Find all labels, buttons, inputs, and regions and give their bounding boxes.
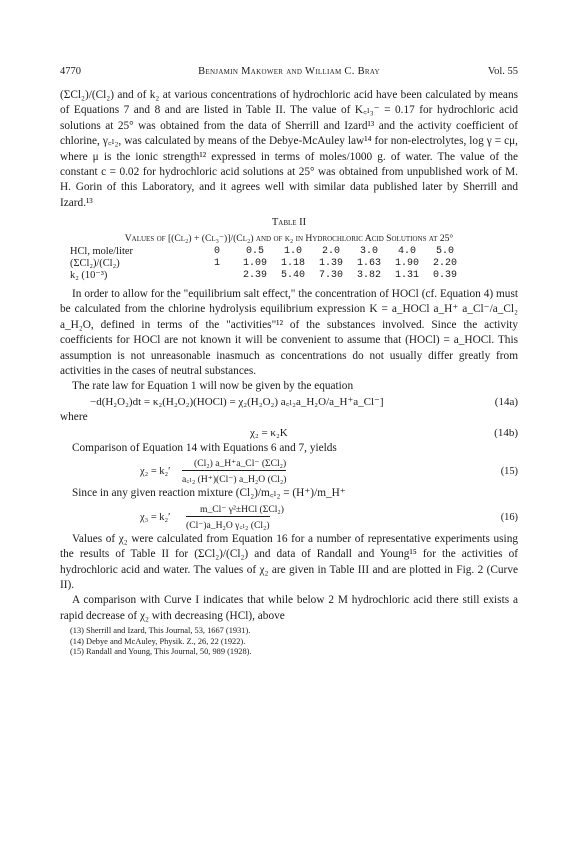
equation-lhs: χ₃ = k₂′ — [140, 511, 171, 523]
table-cell: 7.30 — [318, 270, 343, 282]
table-cell: 1.31 — [394, 270, 419, 282]
table-cell: 5.0 — [435, 245, 454, 257]
footnote: (13) Sherrill and Izard, This Journal, 53, 1667 (1931). — [70, 626, 251, 636]
footnote: (14) Debye and McAuley, Physik. Z., 26, 22 (1922). — [70, 636, 246, 646]
paragraph-7: A comparison with Curve I indicates that while below 2 M hydrochloric acid there still exists a rapid decrease of χ₂ with decreasing (HCl), above — [60, 594, 518, 622]
table-caption: Values of [(Cl₂) + (Cl₃⁻)]/(Cl₂) and of k₂ in Hydrochloric Acid Solutions at 25° — [124, 232, 454, 244]
page-body — [60, 88, 518, 658]
table-cell: 3.82 — [356, 270, 381, 282]
footnotes — [60, 626, 518, 658]
table-cell: 1.18 — [280, 258, 305, 270]
equation-number: (14b) — [494, 426, 518, 439]
fraction-numerator: (Cl₂) a_H⁺a_Cl⁻ (ΣCl₂) — [194, 458, 287, 470]
table-cell: 2.0 — [321, 245, 340, 257]
fraction-denominator: a꜀ₗ₂ (H⁺)(Cl⁻) a_H₂O (Cl₂) — [182, 470, 286, 487]
row-label: HCl, mole/liter — [70, 245, 133, 257]
footnote: (15) Randall and Young, This Journal, 50, 989 (1928). — [70, 647, 252, 657]
table-cell: 0.5 — [245, 245, 264, 257]
equation-text: χ₂ = κ₂K — [250, 426, 288, 439]
table-cell: 2.39 — [242, 270, 267, 282]
paragraph-5: Since in any given reaction mixture (Cl₂)/m꜀ₗ₂ = (H⁺)/m_H⁺ — [72, 487, 346, 500]
fraction-numerator: m_Cl⁻ γ²±HCl (ΣCl₂) — [200, 503, 284, 515]
paragraph-4: Comparison of Equation 14 with Equations 6 and 7, yields — [72, 441, 337, 454]
table-cell: 5.40 — [280, 270, 305, 282]
paragraph-3: The rate law for Equation 1 will now be given by the equation — [72, 380, 354, 393]
table-cell: 1 — [213, 258, 220, 270]
table-cell — [198, 270, 236, 282]
table-cell: 0.39 — [432, 270, 457, 282]
data-table — [60, 246, 464, 283]
row-label: k₂ (10⁻³) — [70, 270, 108, 282]
running-authors: Benjamin Makower and William C. Bray — [198, 66, 380, 77]
equation-number: (14a) — [494, 395, 518, 408]
table-cell: 2.20 — [432, 258, 457, 270]
table-cell: 1.63 — [356, 258, 381, 270]
paragraph-2: In order to allow for the "equilibrium salt effect," the concentration of HOCl (cf. Equation 4) must be calculated from the chlorine hydrolysis equilibrium expression K = a_HOCl a_H⁺ a_Cl⁻/a_Cl₂ a_H₂O, defined in terms of the "activities"¹² of the substances involved. Since the activity coefficients for HOCl are not known it will be convenient to assume that (HOCl) = a_HOCl. This assumption is not unreasonable inasmuch as concentrations do not usually differ greatly from activities in the cases of neutral substances. — [60, 287, 518, 377]
table-cell: 1.09 — [242, 258, 267, 270]
equation-number: (15) — [500, 466, 518, 478]
equation-14a — [60, 395, 518, 410]
table-row — [60, 246, 464, 258]
equation-number: (16) — [500, 511, 518, 523]
equation-text: −d(H₂O₂)dt = κ₂(H₂O₂)(HOCl) = χ₂(H₂O₂) a꜀ₗ₂a_H₂O/a_H⁺a_Cl⁻] — [90, 395, 384, 408]
table-cell: 0 — [213, 245, 220, 257]
table-cell: 4.0 — [397, 245, 416, 257]
running-header — [60, 66, 518, 80]
fraction-denominator: (Cl⁻)a_H₂O γ꜀ₗ₂ (Cl₂) — [186, 516, 270, 533]
equation-lhs: χ₂ = k₂′ — [140, 466, 171, 478]
table-cell: 3.0 — [359, 245, 378, 257]
table-title: Table II — [271, 217, 307, 229]
paragraph-6: Values of χ₂ were calculated from Equation 16 for a number of representative experiments using the results of Table II for (ΣCl₂)/(Cl₂) and data of Randall and Young¹⁵ for the activities of hydrochloric acid and water. The values of χ₂ are given in Table III and are plotted in Fig. 2 (Curve II). — [60, 532, 518, 591]
paragraph-1: (ΣCl₂)/(Cl₂) and of k₂ at various concentrations of hydrochloric acid have been calculated by means of Equations 7 and 8 and are listed in Table II. The value of K꜀ₗ₃⁻ = 0.17 for hydrochloric acid solutions at 25° was obtained from the data of Sherrill and Izard¹³ and the activity coefficient of chlorine, γ꜀ₗ₂, was calculated by means of the Debye-McAuley law¹⁴ for non-electrolytes, log γ = cμ, where μ is the ionic strength¹² expressed in terms of moles/1000 g. of water. The value of the constant c = 0.02 for hydrochloric acid solutions at 25° was obtained from unpublished work of M. H. Gorin of this Laboratory, and it agrees well with similar data published later by Sherrill and Izard.¹³ — [60, 89, 518, 209]
row-label: (ΣCl₂)/(Cl₂) — [70, 258, 120, 270]
page-number: 4770 — [60, 66, 81, 77]
equation-15 — [60, 456, 518, 486]
volume-label: Vol. 55 — [487, 66, 518, 77]
table-row — [60, 270, 464, 282]
table-cell: 1.0 — [283, 245, 302, 257]
table-row — [60, 258, 464, 270]
equation-16 — [60, 502, 518, 532]
table-cell: 1.90 — [394, 258, 419, 270]
equation-14b — [60, 426, 518, 441]
table-cell: 1.39 — [318, 258, 343, 270]
where-label: where — [60, 411, 88, 424]
